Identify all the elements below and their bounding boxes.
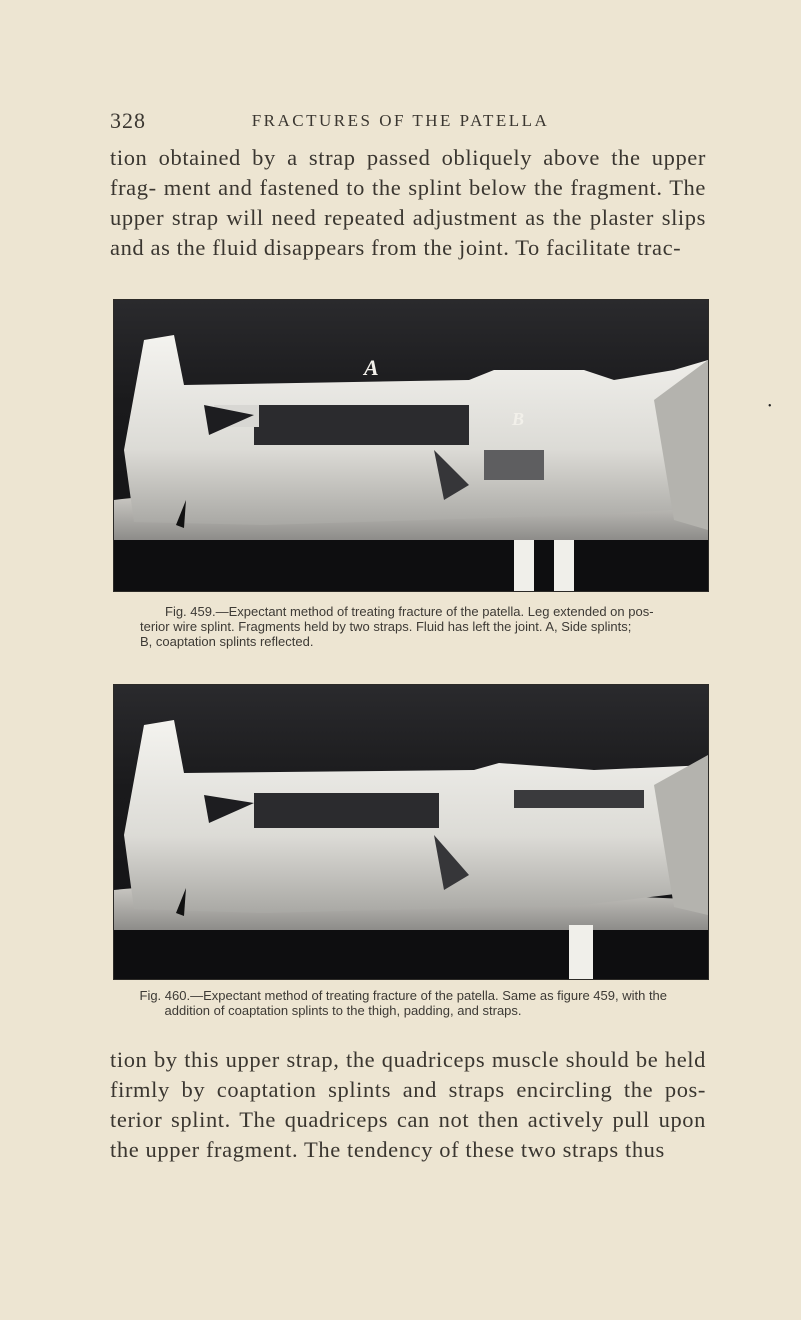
paragraph-top: tion obtained by a strap passed obliquely above the upper frag- ment and fastened to the splint below the fragment. The upper strap will need repeated adjustment as the plaster slips and as the fluid disappears from the joint. To facilitate trac- (110, 145, 706, 260)
running-title: FRACTURES OF THE PATELLA (251, 111, 550, 130)
figure-459-photo (113, 299, 709, 592)
paragraph-bottom: tion by this upper strap, the quadriceps muscle should be held firmly by coaptation splints and straps encircling the pos- terior splint. The quadriceps can not then actively pull upon the upper fragment. The tendency of these two straps thus (110, 1047, 706, 1162)
figure-460-caption-line-2: addition of coaptation splints to the thigh, padding, and straps. (164, 1003, 522, 1018)
svg-text:B: B (512, 409, 525, 429)
svg-text:A: A (364, 355, 379, 380)
page-number: 328 (110, 108, 146, 133)
figure-459-caption-line-2: terior wire splint. Fragments held by two straps. Fluid has left the joint. A, Side splints; (140, 619, 632, 634)
margin-mark: • (768, 401, 772, 412)
figure-459-caption (140, 604, 705, 649)
page-header (0, 108, 801, 138)
figure-460-caption (140, 988, 708, 1018)
figure-460-photo (113, 684, 709, 980)
figure-459-caption-line-1: Fig. 459.—Expectant method of treating fracture of the patella. Leg extended on pos- (165, 604, 654, 619)
figure-460-caption-line-1: Fig. 460.—Expectant method of treating fracture of the patella. Same as figure 459, with the (139, 988, 668, 1003)
figure-459-caption-line-3: B, coaptation splints reflected. (140, 634, 314, 649)
